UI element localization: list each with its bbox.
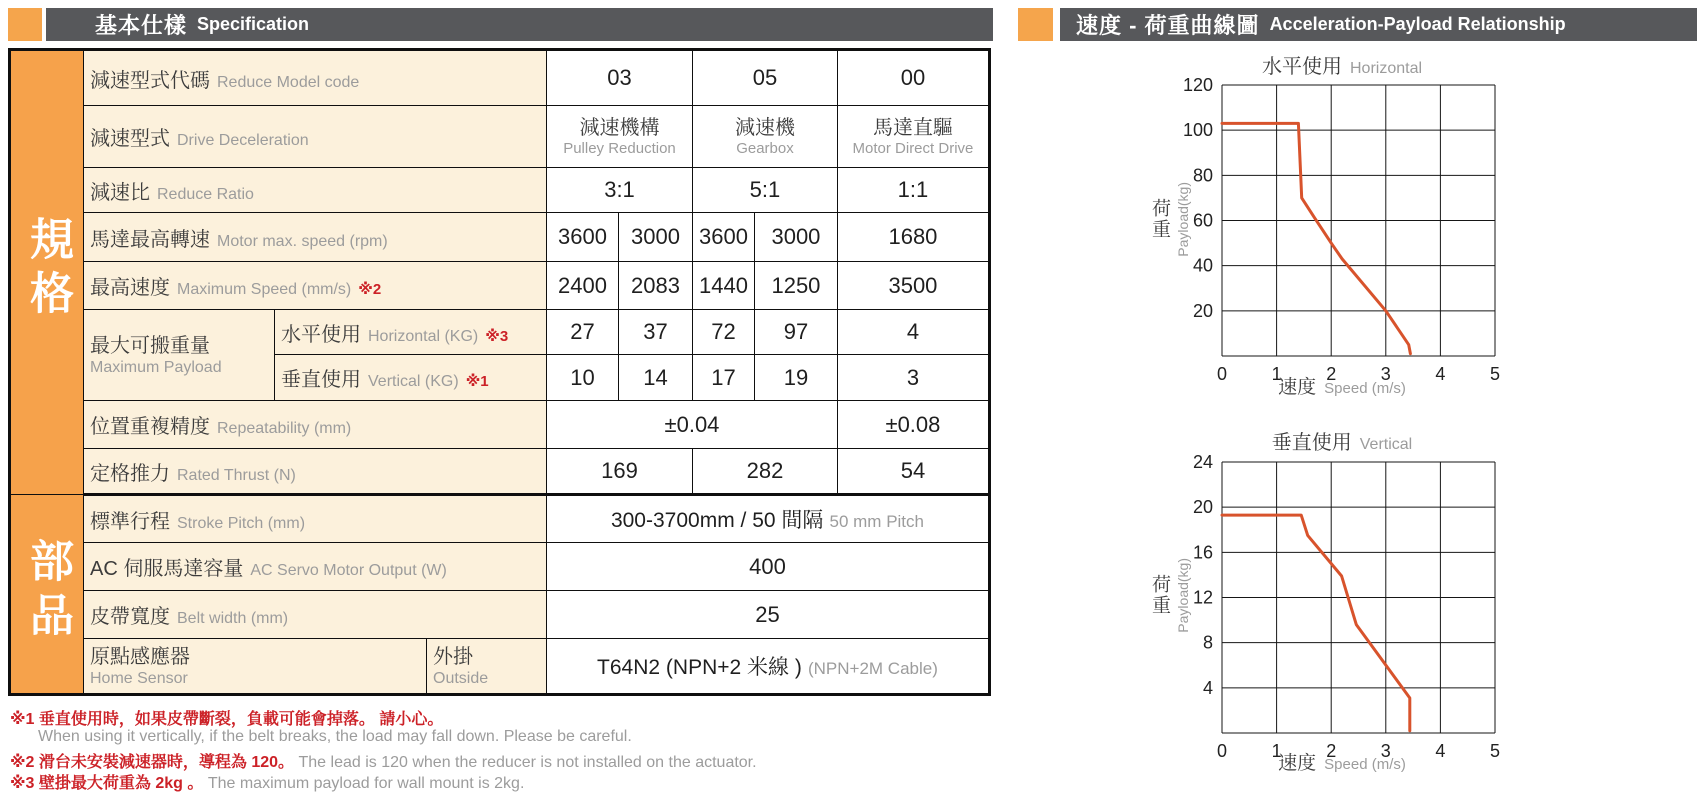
drive-type-v1-zh: 減速機構 — [579, 116, 660, 139]
svg-text:120: 120 — [1182, 75, 1213, 95]
row-ratio — [10, 168, 990, 213]
home-sensor-zh: 原點感應器 — [90, 645, 190, 668]
repeatability-en: Repeatability (mm) — [217, 420, 352, 437]
chart-vertical-xlabel-en: Speed (m/s) — [1324, 756, 1406, 773]
svg-text:20: 20 — [1192, 497, 1213, 518]
svg-text:3: 3 — [1380, 741, 1391, 761]
left-header-bar — [46, 8, 993, 41]
drive-type-v1 — [547, 106, 693, 168]
svg-text:1: 1 — [1271, 741, 1282, 761]
footnote-3-red-text: ※3 壁掛最大荷重為 2kg 。 — [10, 775, 204, 792]
ratio-v2: 5:1 — [693, 168, 838, 213]
row-max-speed — [10, 262, 990, 310]
svg-text:80: 80 — [1192, 165, 1213, 186]
max-speed-en: Maximum Speed (mm/s) — [177, 281, 352, 298]
svg-text:2: 2 — [1326, 741, 1337, 761]
footnote-1-gray-text: When using it vertically, if the belt breaks, the load may fall down. Please be careful. — [38, 728, 632, 745]
payload-v-v4: 19 — [754, 355, 837, 401]
row-belt — [10, 591, 990, 639]
chart-horizontal-ylabel-en: Payload(kg) — [1175, 182, 1191, 257]
ratio-zh: 減速比 — [90, 181, 150, 204]
footnote-1-red-text: ※1 垂直使用時，如果皮帶斷裂，負載可能會掉落。 請小心。 — [10, 711, 444, 728]
chart-horizontal-xlabel-zh: 速度 — [1278, 377, 1317, 398]
motor-speed-zh: 馬達最高轉速 — [90, 228, 210, 251]
max-speed-v2: 2083 — [619, 262, 693, 310]
chart-horizontal-xlabel-en: Speed (m/s) — [1324, 380, 1406, 397]
motor-speed-label — [84, 213, 547, 262]
stroke-value-gray: 50 mm Pitch — [829, 512, 924, 531]
svg-text:1: 1 — [1271, 364, 1282, 384]
payload-h-en: Horizontal (KG) — [368, 327, 479, 345]
motor-speed-v2: 3000 — [619, 213, 693, 262]
row-model-code — [10, 50, 990, 106]
model-code-v1: 03 — [547, 50, 693, 106]
payload-h-note: ※3 — [485, 327, 509, 345]
belt-zh: 皮帶寬度 — [90, 606, 170, 628]
payload-v-zh: 垂直使用 — [281, 369, 361, 391]
thrust-en: Rated Thrust (N) — [177, 466, 296, 484]
thrust-zh: 定格推力 — [90, 462, 170, 485]
payload-v-en: Vertical (KG) — [368, 373, 459, 390]
model-code-v2: 05 — [693, 50, 838, 106]
row-stroke — [10, 495, 990, 543]
drive-type-label — [84, 106, 547, 168]
svg-text:20: 20 — [1192, 300, 1213, 321]
drive-type-v1-en: Pulley Reduction — [563, 139, 676, 157]
thrust-v1: 169 — [547, 449, 693, 495]
home-sensor-value-main: T64N2 (NPN+2 米線 ) — [597, 656, 802, 679]
section-label-parts-text: 部品 — [23, 537, 72, 646]
left-header-title-zh: 基本仕樣 — [95, 13, 188, 38]
max-speed-note: ※2 — [358, 281, 382, 298]
belt-value: 25 — [547, 591, 990, 639]
motor-speed-v5: 1680 — [837, 213, 989, 262]
svg-text:4: 4 — [1435, 364, 1446, 384]
repeatability-zh: 位置重複精度 — [90, 416, 210, 438]
payload-h-label — [275, 310, 547, 355]
home-sensor-sub-zh: 外掛 — [433, 645, 473, 668]
payload-v-v1: 10 — [547, 355, 619, 401]
payload-zh: 最大可搬重量 — [90, 334, 210, 357]
drive-type-v2 — [693, 106, 838, 168]
row-payload-horizontal — [10, 310, 990, 355]
svg-text:5: 5 — [1489, 364, 1501, 384]
belt-en: Belt width (mm) — [177, 610, 289, 627]
svg-text:16: 16 — [1192, 542, 1213, 563]
payload-h-v3: 72 — [693, 310, 755, 355]
right-header-title-en: Acceleration-Payload Relationship — [1269, 14, 1566, 34]
repeatability-label — [84, 401, 547, 449]
model-code-zh: 減速型式代碼 — [90, 69, 210, 92]
drive-type-v2-en: Gearbox — [736, 139, 794, 157]
left-header-title-en: Specification — [197, 14, 310, 34]
stroke-label — [84, 495, 547, 543]
right-header-bar — [1060, 8, 1697, 41]
row-home-sensor — [10, 639, 990, 695]
model-code-label — [84, 50, 547, 106]
row-motor-speed — [10, 213, 990, 262]
motor-speed-v4: 3000 — [754, 213, 837, 262]
svg-text:40: 40 — [1192, 255, 1213, 276]
left-header-accent-square — [8, 8, 42, 41]
home-sensor-value — [547, 639, 990, 695]
belt-label — [84, 591, 547, 639]
footnote-1-red — [10, 706, 443, 729]
stroke-value-main: 300-3700mm / 50 間隔 — [610, 509, 824, 532]
max-speed-v5: 3500 — [837, 262, 989, 310]
svg-text:12: 12 — [1192, 587, 1213, 608]
motor-speed-v3: 3600 — [693, 213, 755, 262]
drive-type-en: Drive Deceleration — [177, 132, 309, 149]
chart-vertical-title-en: Vertical — [1359, 436, 1413, 453]
row-repeatability — [10, 401, 990, 449]
model-code-v3: 00 — [837, 50, 989, 106]
motor-speed-en: Motor max. speed (rpm) — [217, 232, 388, 250]
svg-text:4: 4 — [1202, 677, 1213, 698]
chart-vertical-xlabel — [1192, 748, 1492, 775]
chart-vertical-xlabel-zh: 速度 — [1278, 753, 1317, 774]
ratio-label — [84, 168, 547, 213]
chart-horizontal-title — [1192, 50, 1492, 79]
repeatability-v2: ±0.08 — [837, 401, 989, 449]
max-speed-v3: 1440 — [693, 262, 755, 310]
payload-h-v5: 4 — [837, 310, 989, 355]
payload-v-v2: 14 — [619, 355, 693, 401]
servo-label — [84, 543, 547, 591]
svg-text:3: 3 — [1380, 364, 1391, 384]
svg-text:0: 0 — [1216, 364, 1228, 384]
servo-zh: AC 伺服馬達容量 — [90, 558, 244, 580]
specification-table — [8, 48, 991, 696]
payload-v-note: ※1 — [465, 373, 489, 390]
chart-horizontal-xlabel — [1192, 372, 1492, 399]
model-code-en: Reduce Model code — [217, 73, 360, 91]
chart-horizontal-ylabel-zh: 荷重 — [1149, 198, 1170, 241]
ratio-v3: 1:1 — [837, 168, 989, 213]
svg-text:4: 4 — [1435, 741, 1446, 761]
svg-text:60: 60 — [1192, 210, 1213, 231]
thrust-label — [84, 449, 547, 495]
drive-type-v3-en: Motor Direct Drive — [852, 139, 974, 157]
row-drive-type — [10, 106, 990, 168]
right-header-title-zh: 速度 - 荷重曲線圖 — [1076, 13, 1260, 38]
payload-h-zh: 水平使用 — [281, 323, 361, 346]
chart-vertical-plot — [1176, 454, 1507, 779]
svg-text:0: 0 — [1216, 741, 1228, 761]
row-servo — [10, 543, 990, 591]
motor-speed-v1: 3600 — [547, 213, 619, 262]
home-sensor-value-gray: (NPN+2M Cable) — [807, 659, 938, 678]
footnote-2-gray-text: The lead is 120 when the reducer is not installed on the actuator. — [298, 754, 757, 771]
chart-horizontal-plot — [1176, 77, 1507, 402]
servo-value: 400 — [547, 543, 990, 591]
row-thrust — [10, 449, 990, 495]
section-label-parts — [10, 495, 84, 695]
section-label-spec — [10, 50, 84, 495]
max-speed-label — [84, 262, 547, 310]
chart-horizontal-title-en: Horizontal — [1349, 60, 1423, 77]
payload-h-v2: 37 — [619, 310, 693, 355]
svg-text:100: 100 — [1182, 120, 1213, 141]
drive-type-v3 — [837, 106, 989, 168]
drive-type-v3-zh: 馬達直驅 — [872, 116, 953, 139]
servo-en: AC Servo Motor Output (W) — [250, 562, 447, 579]
max-speed-v4: 1250 — [754, 262, 837, 310]
max-speed-zh: 最高速度 — [90, 277, 170, 299]
footnote-3 — [10, 770, 524, 793]
home-sensor-sub-label — [427, 639, 547, 695]
footnote-2-red-text: ※2 滑台未安裝減速器時，導程為 120。 — [10, 754, 295, 771]
chart-vertical-title-zh: 垂直使用 — [1271, 432, 1352, 454]
payload-v-label — [275, 355, 547, 401]
footnote-1-gray — [38, 728, 632, 746]
drive-type-zh: 減速型式 — [90, 128, 170, 150]
ratio-v1: 3:1 — [547, 168, 693, 213]
home-sensor-sub-en: Outside — [433, 669, 489, 687]
payload-en: Maximum Payload — [90, 358, 222, 376]
payload-h-v1: 27 — [547, 310, 619, 355]
svg-text:8: 8 — [1202, 632, 1213, 653]
payload-h-v4: 97 — [754, 310, 837, 355]
chart-vertical-title — [1192, 426, 1492, 455]
right-header-accent-square — [1018, 8, 1053, 41]
payload-v-v5: 3 — [837, 355, 989, 401]
ratio-en: Reduce Ratio — [157, 185, 254, 203]
repeatability-v1: ±0.04 — [547, 401, 838, 449]
section-label-spec-text: 規格 — [23, 216, 72, 324]
stroke-value — [547, 495, 990, 543]
home-sensor-en: Home Sensor — [90, 669, 188, 687]
svg-text:5: 5 — [1489, 741, 1501, 761]
thrust-v3: 54 — [837, 449, 989, 495]
payload-label — [84, 310, 275, 401]
max-speed-v1: 2400 — [547, 262, 619, 310]
chart-vertical-ylabel-zh: 荷重 — [1149, 574, 1170, 617]
svg-text:24: 24 — [1192, 452, 1213, 472]
drive-type-v2-zh: 減速機 — [734, 116, 795, 139]
chart-horizontal-title-zh: 水平使用 — [1261, 56, 1342, 78]
footnote-3-gray-text: The maximum payload for wall mount is 2kg. — [207, 775, 525, 792]
svg-text:2: 2 — [1326, 364, 1337, 384]
chart-vertical-ylabel-en: Payload(kg) — [1175, 558, 1191, 633]
footnote-2 — [10, 749, 757, 772]
payload-v-v3: 17 — [693, 355, 755, 401]
thrust-v2: 282 — [693, 449, 838, 495]
stroke-zh: 標準行程 — [90, 510, 170, 533]
stroke-en: Stroke Pitch (mm) — [177, 514, 306, 532]
home-sensor-label — [84, 639, 427, 695]
